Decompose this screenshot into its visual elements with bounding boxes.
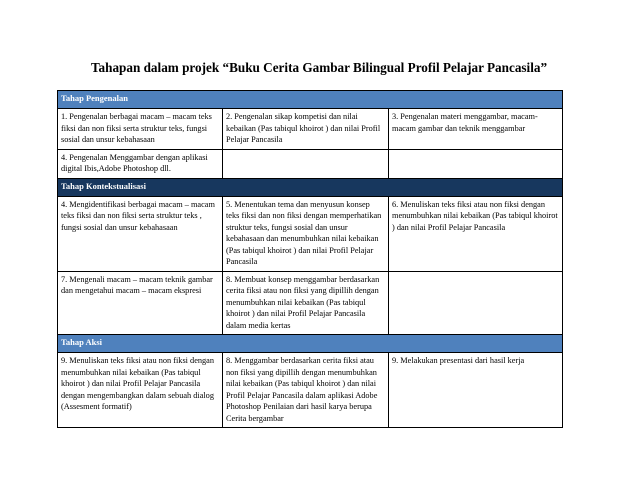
section-heading-aksi: Tahap Aksi (58, 335, 563, 353)
table-cell: 4. Pengenalan Menggambar dengan aplikasi digital Ibis,Adobe Photoshop dll. (58, 149, 223, 178)
table-cell (389, 271, 563, 335)
section-header-row (58, 178, 563, 196)
table-row (58, 196, 563, 271)
table-cell: 8. Menggambar berdasarkan cerita fiksi atau non fiksi yang dipillih dengan menumbuhkan nilai kebaikan (Pas tabiqul khoirot ) dan nilai Profil Pelajar Pancasila dalam aplikasi Adobe Photoshop Penilaian dari hasil karya berupa Cerita bergambar (223, 353, 389, 428)
table-cell: 9. Menuliskan teks fiksi atau non fiksi dengan menumbuhkan nilai kebaikan (Pas tabiqul khoirot ) dan nilai Profil Pelajar Pancasila dengan mengembangkan dalam sebuah dialog (Assesment formatif) (58, 353, 223, 428)
document-title: Tahapan dalam projek “Buku Cerita Gambar Bilingual Profil Pelajar Pancasila” (90, 60, 548, 75)
table-cell: 7. Mengenali macam – macam teknik gambar dan mengetahui macam – macam ekspresi (58, 271, 223, 335)
table-row (58, 149, 563, 178)
section-header-row (58, 91, 563, 109)
table-cell: 1. Pengenalan berbagai macam – macam teks fiksi dan non fiksi serta struktur teks, fungsi sosial dan unsur kebahasaan (58, 109, 223, 150)
table-cell (223, 149, 389, 178)
table-cell: 3. Pengenalan materi menggambar, macam-macam gambar dan teknik menggambar (389, 109, 563, 150)
table-cell (389, 149, 563, 178)
section-heading-pengenalan: Tahap Pengenalan (58, 91, 563, 109)
table-row (58, 271, 563, 335)
table-cell: 4. Mengidentifikasi berbagai macam – macam teks fiksi dan non fiksi serta struktur teks , fungsi sosial dan unsur kebahasaan (58, 196, 223, 271)
table-cell: 8. Membuat konsep menggambar berdasarkan cerita fiksi atau non fiksi yang dipillih dengan menumbuhkan nilai kebaikan (Pas tabiqul khoirot ) dan nilai Profil Pelajar Pancasila dalam media kertas (223, 271, 389, 335)
table-cell: 2. Pengenalan sikap kompetisi dan nilai kebaikan (Pas tabiqul khoirot ) dan nilai Profil Pelajar Pancasila (223, 109, 389, 150)
section-heading-kontekstualisasi: Tahap Kontekstualisasi (58, 178, 563, 196)
section-header-row (58, 335, 563, 353)
table-cell: 9. Melakukan presentasi dari hasil kerja (389, 353, 563, 428)
table-row (58, 353, 563, 428)
table-cell: 5. Menentukan tema dan menyusun konsep teks fiksi dan non fiksi dengan memperhatikan struktur teks, fungsi sosial dan unsur kebahasaan dan menumbuhkan nilai kebaikan (Pas tabiqul khoirot ) dan nilai Profil Pelajar Pancasila (223, 196, 389, 271)
table-cell: 6. Menuliskan teks fiksi atau non fiksi dengan menumbuhkan nilai kebaikan (Pas tabiqul khoirot ) dan nilai Profil Pelajar Pancasila (389, 196, 563, 271)
table-row (58, 109, 563, 150)
project-stages-table (57, 90, 563, 428)
